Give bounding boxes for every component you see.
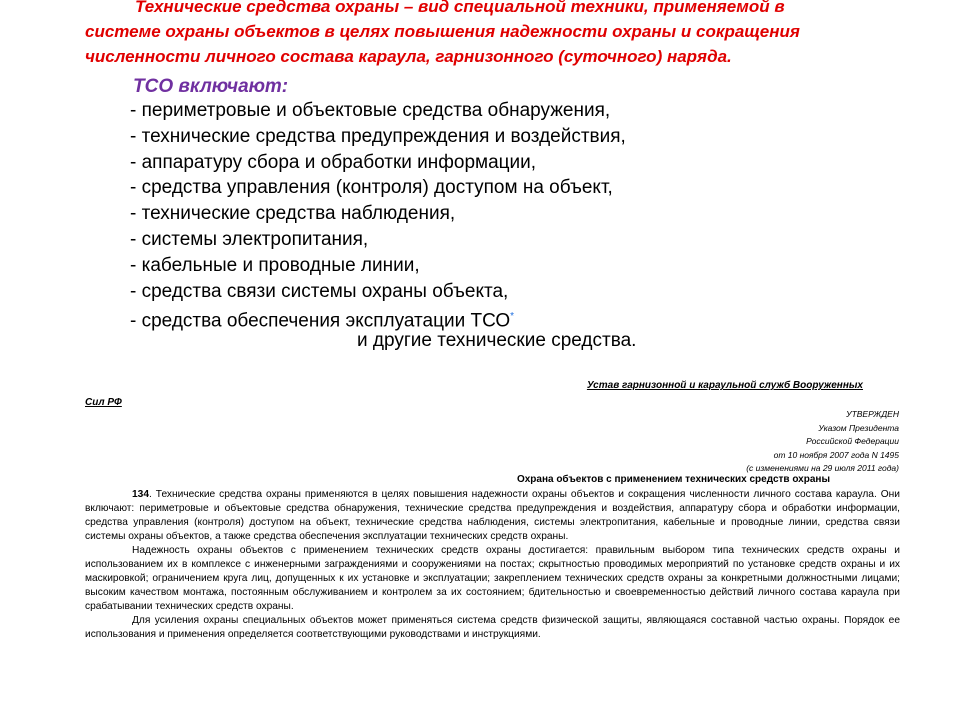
approval-line: от 10 ноября 2007 года N 1495: [773, 449, 899, 460]
list-item: - технические средства предупреждения и воздействия,: [130, 125, 626, 147]
approval-block: [746, 408, 899, 476]
list-item: - системы электропитания,: [130, 228, 369, 250]
approval-line: УТВЕРЖДЕН: [846, 409, 899, 419]
source-reference: [85, 378, 885, 410]
list-item: - средства управления (контроля) доступом на объект,: [130, 177, 613, 199]
definition-line-3: численности личного состава караула, гарнизонного (суточного) наряда.: [85, 47, 732, 66]
definition-text: [85, 0, 905, 69]
tso-list: [130, 98, 626, 335]
approval-line: Российской Федерации: [806, 436, 899, 446]
definition-line-2: системе охраны объектов в целях повышения надежности охраны и сокращения: [85, 22, 800, 41]
article-134: [85, 488, 900, 643]
other-means-text: и другие технические средства.: [357, 330, 637, 351]
article-paragraph-text: . Технические средства охраны применяются в целях повышения надежности охраны объектов и сокращения численности личного состава караула. Они включают: периметровые и объектовые средства обнаружения, технические средства предупреждения и воздействия, аппаратуру сбора и обработки информации, средства управления (контроля) доступом на объект, технические средства наблюдения, системы электропитания, кабельные и проводные линии, средства связи системы охраны объектов, а также средства обеспечения эксплуатации технических средств охраны.: [85, 489, 900, 543]
approval-line: (с изменениями на 29 июля 2011 года): [746, 463, 899, 473]
approval-line: Указом Президента: [818, 422, 899, 433]
article-paragraph: Надежность охраны объектов с применением технических средств охраны достигается: правильным выбором типа технических средств охраны и использованием их в комплексе с инженерными заграждениями и сооружениями на постах; скрытностью проводимых мероприятий по установке средств охраны и их маскировкой; ограничением круга лиц, допущенных к их установке и эксплуатации; закреплением технических средств охраны за конкретными должностными лицами; высоким качеством монтажа, постоянным обслуживанием и контролем за их состоянием; бдительностью и своевременностью действий личного состава караула при срабатывании технических средств охраны.: [85, 545, 900, 613]
list-item: - средства связи системы охраны объекта,: [130, 280, 509, 302]
list-item: - технические средства наблюдения,: [130, 203, 456, 225]
source-line-2: Сил РФ: [85, 397, 122, 408]
article-paragraph: Для усиления охраны специальных объектов может применяться система средств физической защиты, являющаяся составной частью охраны. Порядок ее использования и применения определяется соответствующими руководствами и инструкциями.: [85, 615, 900, 641]
footnote-star: *: [510, 311, 515, 323]
list-item: - кабельные и проводные линии,: [130, 254, 420, 276]
definition-line-1: Технические средства охраны – вид специальной техники, применяемой в: [135, 0, 785, 16]
article-paragraph: [85, 488, 900, 544]
includes-heading: ТСО включают:: [133, 76, 289, 97]
list-item-text: - средства обеспечения эксплуатации ТСО: [130, 310, 511, 332]
source-line-1: Устав гарнизонной и караульной служб Вооруженных: [586, 380, 863, 391]
list-item: - периметровые и объектовые средства обнаружения,: [130, 100, 611, 121]
list-item: - аппаратуру сбора и обработки информации,: [130, 151, 537, 173]
section-title: Охрана объектов с применением технических средств охраны: [516, 474, 830, 485]
article-number: 134: [132, 489, 149, 500]
